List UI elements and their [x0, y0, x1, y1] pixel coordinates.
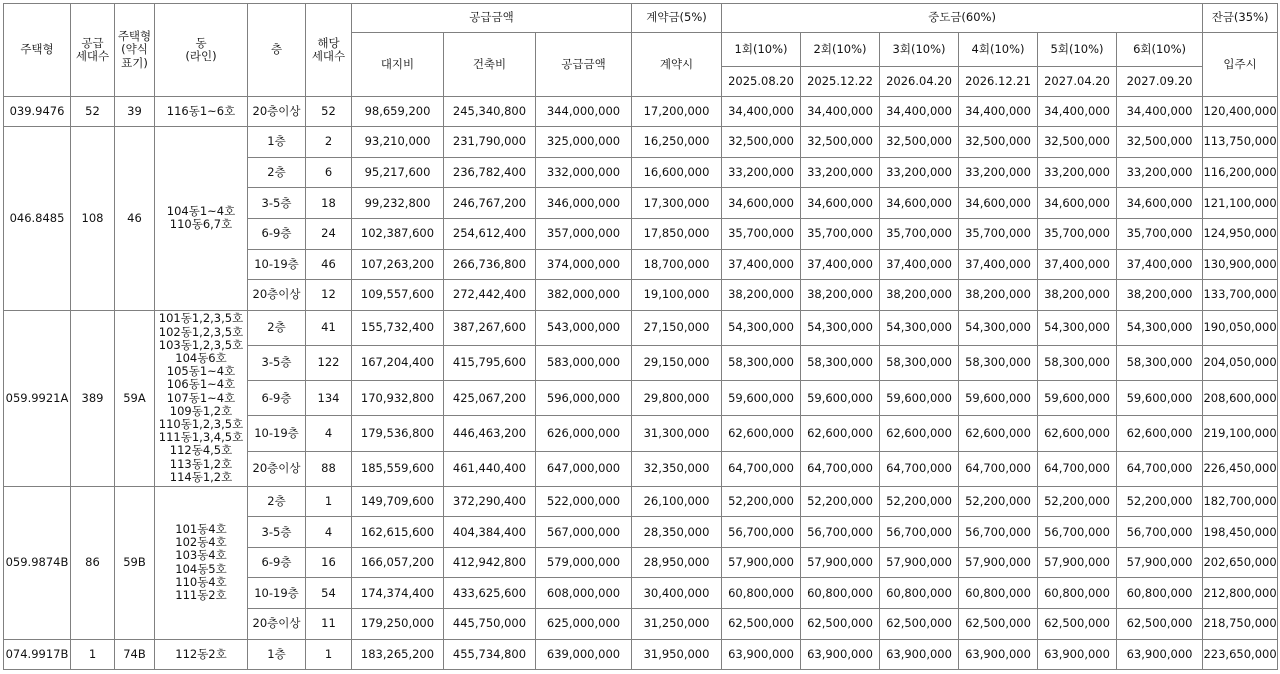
cell-units: 88 — [306, 451, 352, 486]
cell-mid-payment: 34,400,000 — [1038, 97, 1117, 127]
cell-deposit: 19,100,000 — [632, 280, 722, 311]
cell-units: 4 — [306, 517, 352, 548]
table-row — [4, 127, 1278, 158]
header-installment-label: 2회(10%) — [801, 33, 880, 67]
cell-mid-payment: 64,700,000 — [722, 451, 801, 486]
cell-building-cost: 446,463,200 — [444, 416, 536, 451]
cell-house-type: 059.9921A — [4, 310, 71, 486]
cell-land-cost: 179,250,000 — [352, 609, 444, 640]
cell-floor: 20층이상 — [248, 97, 306, 127]
cell-balance: 124,950,000 — [1203, 218, 1278, 249]
cell-mid-payment: 34,400,000 — [722, 97, 801, 127]
cell-mid-payment: 59,600,000 — [722, 381, 801, 416]
cell-land-cost: 95,217,600 — [352, 157, 444, 188]
cell-mid-payment: 58,300,000 — [880, 345, 959, 380]
cell-mid-payment: 52,200,000 — [801, 486, 880, 517]
cell-mid-payment: 64,700,000 — [801, 451, 880, 486]
cell-mid-payment: 63,900,000 — [1117, 639, 1203, 669]
header-deposit-timing: 계약시 — [632, 33, 722, 97]
cell-units: 24 — [306, 218, 352, 249]
cell-land-cost: 185,559,600 — [352, 451, 444, 486]
cell-balance: 190,050,000 — [1203, 310, 1278, 345]
cell-units: 46 — [306, 249, 352, 280]
cell-mid-payment: 62,500,000 — [959, 609, 1038, 640]
cell-balance: 219,100,000 — [1203, 416, 1278, 451]
cell-mid-payment: 59,600,000 — [880, 381, 959, 416]
cell-units: 6 — [306, 157, 352, 188]
cell-supply-units: 1 — [71, 639, 115, 669]
header-balance-timing: 입주시 — [1203, 33, 1278, 97]
cell-deposit: 17,300,000 — [632, 188, 722, 219]
table-row — [4, 97, 1278, 127]
header-installment-label: 5회(10%) — [1038, 33, 1117, 67]
cell-mid-payment: 34,400,000 — [880, 97, 959, 127]
cell-mid-payment: 59,600,000 — [959, 381, 1038, 416]
cell-mid-payment: 60,800,000 — [880, 578, 959, 609]
cell-mid-payment: 37,400,000 — [959, 249, 1038, 280]
cell-land-cost: 149,709,600 — [352, 486, 444, 517]
header-short-type: 주택형 (약식 표기) — [115, 4, 155, 97]
cell-balance: 198,450,000 — [1203, 517, 1278, 548]
cell-balance: 133,700,000 — [1203, 280, 1278, 311]
cell-deposit: 28,950,000 — [632, 547, 722, 578]
cell-dong-line: 101동1,2,3,5호 102동1,2,3,5호 103동1,2,3,5호 104동6호 105동1~4호 106동1~4호 107동1~4호 109동1,2호 110동1,2,3,5호 111동1,3,4,5호 112동4,5호 113동1,2호 114동1,2호 — [155, 310, 248, 486]
cell-deposit: 31,950,000 — [632, 639, 722, 669]
cell-deposit: 29,800,000 — [632, 381, 722, 416]
cell-deposit: 17,850,000 — [632, 218, 722, 249]
table-row — [4, 310, 1278, 345]
cell-mid-payment: 57,900,000 — [880, 547, 959, 578]
cell-deposit: 29,150,000 — [632, 345, 722, 380]
cell-floor: 20층이상 — [248, 280, 306, 311]
cell-building-cost: 231,790,000 — [444, 127, 536, 158]
cell-supply-price: 522,000,000 — [536, 486, 632, 517]
cell-mid-payment: 62,500,000 — [1038, 609, 1117, 640]
cell-supply-price: 647,000,000 — [536, 451, 632, 486]
cell-units: 41 — [306, 310, 352, 345]
cell-floor: 2층 — [248, 310, 306, 345]
cell-balance: 223,650,000 — [1203, 639, 1278, 669]
cell-units: 4 — [306, 416, 352, 451]
cell-units: 134 — [306, 381, 352, 416]
header-installment-date: 2026.04.20 — [880, 67, 959, 97]
cell-mid-payment: 32,500,000 — [959, 127, 1038, 158]
cell-land-cost: 174,374,400 — [352, 578, 444, 609]
cell-supply-price: 346,000,000 — [536, 188, 632, 219]
cell-mid-payment: 57,900,000 — [1117, 547, 1203, 578]
cell-building-cost: 433,625,600 — [444, 578, 536, 609]
cell-supply-price: 374,000,000 — [536, 249, 632, 280]
cell-mid-payment: 37,400,000 — [801, 249, 880, 280]
header-installment-label: 6회(10%) — [1117, 33, 1203, 67]
cell-mid-payment: 63,900,000 — [1038, 639, 1117, 669]
cell-mid-payment: 63,900,000 — [801, 639, 880, 669]
cell-mid-payment: 33,200,000 — [801, 157, 880, 188]
cell-mid-payment: 35,700,000 — [801, 218, 880, 249]
cell-mid-payment: 33,200,000 — [959, 157, 1038, 188]
cell-dong-line: 104동1~4호 110동6,7호 — [155, 127, 248, 310]
cell-building-cost: 445,750,000 — [444, 609, 536, 640]
header-dong: 동 (라인) — [155, 4, 248, 97]
cell-units: 1 — [306, 486, 352, 517]
cell-mid-payment: 56,700,000 — [1117, 517, 1203, 548]
cell-floor: 3-5층 — [248, 517, 306, 548]
cell-balance: 208,600,000 — [1203, 381, 1278, 416]
cell-mid-payment: 37,400,000 — [880, 249, 959, 280]
table-row — [4, 486, 1278, 517]
cell-short-type: 59A — [115, 310, 155, 486]
cell-dong-line: 101동4호 102동4호 103동4호 104동5호 110동4호 111동2호 — [155, 486, 248, 639]
header-installment-label: 3회(10%) — [880, 33, 959, 67]
header-installment-label: 4회(10%) — [959, 33, 1038, 67]
cell-mid-payment: 34,600,000 — [880, 188, 959, 219]
cell-units: 54 — [306, 578, 352, 609]
cell-short-type: 46 — [115, 127, 155, 310]
cell-mid-payment: 38,200,000 — [1117, 280, 1203, 311]
header-installment-date: 2027.04.20 — [1038, 67, 1117, 97]
cell-supply-price: 567,000,000 — [536, 517, 632, 548]
cell-building-cost: 387,267,600 — [444, 310, 536, 345]
cell-mid-payment: 54,300,000 — [880, 310, 959, 345]
cell-mid-payment: 58,300,000 — [722, 345, 801, 380]
header-floor: 층 — [248, 4, 306, 97]
cell-mid-payment: 32,500,000 — [880, 127, 959, 158]
header-deposit-group: 계약금(5%) — [632, 4, 722, 33]
cell-floor: 3-5층 — [248, 345, 306, 380]
cell-mid-payment: 62,600,000 — [801, 416, 880, 451]
cell-mid-payment: 58,300,000 — [1038, 345, 1117, 380]
cell-house-type: 046.8485 — [4, 127, 71, 310]
supply-price-table — [3, 3, 1278, 670]
cell-mid-payment: 57,900,000 — [959, 547, 1038, 578]
cell-mid-payment: 54,300,000 — [1117, 310, 1203, 345]
cell-mid-payment: 34,400,000 — [959, 97, 1038, 127]
header-installment-date: 2025.12.22 — [801, 67, 880, 97]
cell-mid-payment: 34,600,000 — [1117, 188, 1203, 219]
cell-building-cost: 246,767,200 — [444, 188, 536, 219]
cell-floor: 10-19층 — [248, 249, 306, 280]
cell-mid-payment: 34,600,000 — [801, 188, 880, 219]
header-supply-units: 공급 세대수 — [71, 4, 115, 97]
cell-supply-units: 52 — [71, 97, 115, 127]
cell-floor: 10-19층 — [248, 578, 306, 609]
cell-supply-price: 579,000,000 — [536, 547, 632, 578]
header-supply-price: 공급금액 — [536, 33, 632, 97]
cell-mid-payment: 56,700,000 — [959, 517, 1038, 548]
cell-building-cost: 245,340,800 — [444, 97, 536, 127]
cell-mid-payment: 57,900,000 — [722, 547, 801, 578]
cell-building-cost: 266,736,800 — [444, 249, 536, 280]
cell-mid-payment: 33,200,000 — [1117, 157, 1203, 188]
cell-mid-payment: 58,300,000 — [959, 345, 1038, 380]
cell-mid-payment: 38,200,000 — [1038, 280, 1117, 311]
cell-mid-payment: 32,500,000 — [801, 127, 880, 158]
cell-short-type: 39 — [115, 97, 155, 127]
cell-units: 12 — [306, 280, 352, 311]
cell-mid-payment: 52,200,000 — [1117, 486, 1203, 517]
cell-land-cost: 166,057,200 — [352, 547, 444, 578]
cell-land-cost: 93,210,000 — [352, 127, 444, 158]
cell-supply-price: 583,000,000 — [536, 345, 632, 380]
cell-mid-payment: 63,900,000 — [880, 639, 959, 669]
cell-mid-payment: 59,600,000 — [1117, 381, 1203, 416]
cell-balance: 212,800,000 — [1203, 578, 1278, 609]
cell-balance: 130,900,000 — [1203, 249, 1278, 280]
cell-units: 52 — [306, 97, 352, 127]
cell-building-cost: 455,734,800 — [444, 639, 536, 669]
cell-mid-payment: 34,600,000 — [959, 188, 1038, 219]
cell-mid-payment: 38,200,000 — [722, 280, 801, 311]
cell-mid-payment: 37,400,000 — [1038, 249, 1117, 280]
header-land-cost: 대지비 — [352, 33, 444, 97]
cell-units: 18 — [306, 188, 352, 219]
cell-mid-payment: 64,700,000 — [880, 451, 959, 486]
cell-mid-payment: 35,700,000 — [880, 218, 959, 249]
cell-mid-payment: 60,800,000 — [959, 578, 1038, 609]
cell-mid-payment: 52,200,000 — [880, 486, 959, 517]
cell-land-cost: 98,659,200 — [352, 97, 444, 127]
cell-mid-payment: 60,800,000 — [1038, 578, 1117, 609]
cell-mid-payment: 35,700,000 — [722, 218, 801, 249]
cell-balance: 120,400,000 — [1203, 97, 1278, 127]
cell-land-cost: 179,536,800 — [352, 416, 444, 451]
cell-deposit: 16,600,000 — [632, 157, 722, 188]
cell-supply-price: 332,000,000 — [536, 157, 632, 188]
cell-building-cost: 236,782,400 — [444, 157, 536, 188]
cell-building-cost: 404,384,400 — [444, 517, 536, 548]
cell-balance: 182,700,000 — [1203, 486, 1278, 517]
cell-floor: 10-19층 — [248, 416, 306, 451]
cell-supply-units: 389 — [71, 310, 115, 486]
cell-balance: 204,050,000 — [1203, 345, 1278, 380]
cell-units: 2 — [306, 127, 352, 158]
cell-mid-payment: 62,500,000 — [1117, 609, 1203, 640]
cell-supply-price: 357,000,000 — [536, 218, 632, 249]
cell-land-cost: 107,263,200 — [352, 249, 444, 280]
cell-building-cost: 461,440,400 — [444, 451, 536, 486]
header-installment-date: 2026.12.21 — [959, 67, 1038, 97]
cell-deposit: 17,200,000 — [632, 97, 722, 127]
cell-mid-payment: 56,700,000 — [801, 517, 880, 548]
cell-units: 122 — [306, 345, 352, 380]
cell-units: 1 — [306, 639, 352, 669]
cell-mid-payment: 32,500,000 — [1038, 127, 1117, 158]
header-balance-group: 잔금(35%) — [1203, 4, 1278, 33]
cell-balance: 218,750,000 — [1203, 609, 1278, 640]
cell-mid-payment: 33,200,000 — [1038, 157, 1117, 188]
cell-mid-payment: 64,700,000 — [1038, 451, 1117, 486]
cell-short-type: 59B — [115, 486, 155, 639]
cell-mid-payment: 38,200,000 — [801, 280, 880, 311]
cell-mid-payment: 33,200,000 — [722, 157, 801, 188]
cell-balance: 226,450,000 — [1203, 451, 1278, 486]
cell-mid-payment: 62,600,000 — [959, 416, 1038, 451]
cell-mid-payment: 56,700,000 — [1038, 517, 1117, 548]
cell-land-cost: 162,615,600 — [352, 517, 444, 548]
cell-floor: 20층이상 — [248, 451, 306, 486]
cell-mid-payment: 64,700,000 — [959, 451, 1038, 486]
cell-building-cost: 412,942,800 — [444, 547, 536, 578]
cell-mid-payment: 62,500,000 — [722, 609, 801, 640]
cell-deposit: 26,100,000 — [632, 486, 722, 517]
cell-supply-price: 608,000,000 — [536, 578, 632, 609]
header-building-cost: 건축비 — [444, 33, 536, 97]
cell-mid-payment: 60,800,000 — [1117, 578, 1203, 609]
cell-mid-payment: 60,800,000 — [722, 578, 801, 609]
cell-mid-payment: 34,400,000 — [801, 97, 880, 127]
cell-floor: 1층 — [248, 127, 306, 158]
cell-floor: 1층 — [248, 639, 306, 669]
cell-mid-payment: 63,900,000 — [722, 639, 801, 669]
cell-balance: 116,200,000 — [1203, 157, 1278, 188]
cell-units: 11 — [306, 609, 352, 640]
cell-mid-payment: 34,400,000 — [1117, 97, 1203, 127]
cell-mid-payment: 38,200,000 — [959, 280, 1038, 311]
cell-units: 16 — [306, 547, 352, 578]
cell-mid-payment: 38,200,000 — [880, 280, 959, 311]
table-row — [4, 639, 1278, 669]
cell-supply-units: 86 — [71, 486, 115, 639]
cell-mid-payment: 32,500,000 — [1117, 127, 1203, 158]
cell-mid-payment: 52,200,000 — [722, 486, 801, 517]
cell-deposit: 32,350,000 — [632, 451, 722, 486]
cell-floor: 2층 — [248, 486, 306, 517]
cell-mid-payment: 62,600,000 — [722, 416, 801, 451]
cell-deposit: 31,300,000 — [632, 416, 722, 451]
cell-building-cost: 254,612,400 — [444, 218, 536, 249]
cell-short-type: 74B — [115, 639, 155, 669]
cell-deposit: 30,400,000 — [632, 578, 722, 609]
cell-floor: 6-9층 — [248, 381, 306, 416]
cell-land-cost: 102,387,600 — [352, 218, 444, 249]
cell-building-cost: 372,290,400 — [444, 486, 536, 517]
header-units: 해당 세대수 — [306, 4, 352, 97]
cell-mid-payment: 58,300,000 — [1117, 345, 1203, 380]
cell-land-cost: 183,265,200 — [352, 639, 444, 669]
cell-mid-payment: 62,500,000 — [801, 609, 880, 640]
cell-supply-price: 543,000,000 — [536, 310, 632, 345]
cell-deposit: 28,350,000 — [632, 517, 722, 548]
cell-mid-payment: 63,900,000 — [959, 639, 1038, 669]
header-installment-date: 2025.08.20 — [722, 67, 801, 97]
cell-mid-payment: 54,300,000 — [1038, 310, 1117, 345]
cell-supply-price: 596,000,000 — [536, 381, 632, 416]
cell-floor: 6-9층 — [248, 218, 306, 249]
header-mid-payment-group: 중도금(60%) — [722, 4, 1203, 33]
cell-supply-price: 382,000,000 — [536, 280, 632, 311]
cell-mid-payment: 62,600,000 — [880, 416, 959, 451]
cell-mid-payment: 59,600,000 — [1038, 381, 1117, 416]
cell-balance: 113,750,000 — [1203, 127, 1278, 158]
cell-mid-payment: 56,700,000 — [722, 517, 801, 548]
cell-deposit: 31,250,000 — [632, 609, 722, 640]
cell-mid-payment: 54,300,000 — [959, 310, 1038, 345]
cell-floor: 20층이상 — [248, 609, 306, 640]
cell-floor: 2층 — [248, 157, 306, 188]
cell-mid-payment: 62,500,000 — [880, 609, 959, 640]
cell-mid-payment: 62,600,000 — [1117, 416, 1203, 451]
cell-house-type: 074.9917B — [4, 639, 71, 669]
cell-dong-line: 112동2호 — [155, 639, 248, 669]
cell-balance: 121,100,000 — [1203, 188, 1278, 219]
cell-house-type: 059.9874B — [4, 486, 71, 639]
cell-balance: 202,650,000 — [1203, 547, 1278, 578]
cell-mid-payment: 54,300,000 — [801, 310, 880, 345]
cell-mid-payment: 58,300,000 — [801, 345, 880, 380]
table-body — [4, 97, 1278, 670]
cell-mid-payment: 60,800,000 — [801, 578, 880, 609]
cell-mid-payment: 35,700,000 — [1117, 218, 1203, 249]
cell-building-cost: 415,795,600 — [444, 345, 536, 380]
cell-land-cost: 170,932,800 — [352, 381, 444, 416]
cell-mid-payment: 33,200,000 — [880, 157, 959, 188]
cell-building-cost: 425,067,200 — [444, 381, 536, 416]
cell-dong-line: 116동1~6호 — [155, 97, 248, 127]
header-type: 주택형 — [4, 4, 71, 97]
cell-mid-payment: 35,700,000 — [959, 218, 1038, 249]
cell-mid-payment: 37,400,000 — [1117, 249, 1203, 280]
cell-mid-payment: 54,300,000 — [722, 310, 801, 345]
cell-land-cost: 155,732,400 — [352, 310, 444, 345]
cell-mid-payment: 56,700,000 — [880, 517, 959, 548]
cell-deposit: 18,700,000 — [632, 249, 722, 280]
header-installment-date: 2027.09.20 — [1117, 67, 1203, 97]
cell-mid-payment: 59,600,000 — [801, 381, 880, 416]
cell-supply-price: 625,000,000 — [536, 609, 632, 640]
header-supply-price-group: 공급금액 — [352, 4, 632, 33]
cell-mid-payment: 52,200,000 — [959, 486, 1038, 517]
cell-supply-price: 344,000,000 — [536, 97, 632, 127]
cell-house-type: 039.9476 — [4, 97, 71, 127]
cell-deposit: 27,150,000 — [632, 310, 722, 345]
cell-mid-payment: 52,200,000 — [1038, 486, 1117, 517]
cell-mid-payment: 35,700,000 — [1038, 218, 1117, 249]
cell-floor: 3-5층 — [248, 188, 306, 219]
cell-mid-payment: 64,700,000 — [1117, 451, 1203, 486]
cell-land-cost: 109,557,600 — [352, 280, 444, 311]
cell-supply-price: 325,000,000 — [536, 127, 632, 158]
cell-mid-payment: 57,900,000 — [801, 547, 880, 578]
cell-land-cost: 167,204,400 — [352, 345, 444, 380]
cell-floor: 6-9층 — [248, 547, 306, 578]
cell-supply-price: 639,000,000 — [536, 639, 632, 669]
cell-deposit: 16,250,000 — [632, 127, 722, 158]
cell-mid-payment: 62,600,000 — [1038, 416, 1117, 451]
cell-mid-payment: 32,500,000 — [722, 127, 801, 158]
cell-land-cost: 99,232,800 — [352, 188, 444, 219]
cell-supply-units: 108 — [71, 127, 115, 310]
cell-mid-payment: 34,600,000 — [722, 188, 801, 219]
cell-building-cost: 272,442,400 — [444, 280, 536, 311]
header-installment-label: 1회(10%) — [722, 33, 801, 67]
cell-mid-payment: 34,600,000 — [1038, 188, 1117, 219]
cell-mid-payment: 37,400,000 — [722, 249, 801, 280]
cell-mid-payment: 57,900,000 — [1038, 547, 1117, 578]
cell-supply-price: 626,000,000 — [536, 416, 632, 451]
